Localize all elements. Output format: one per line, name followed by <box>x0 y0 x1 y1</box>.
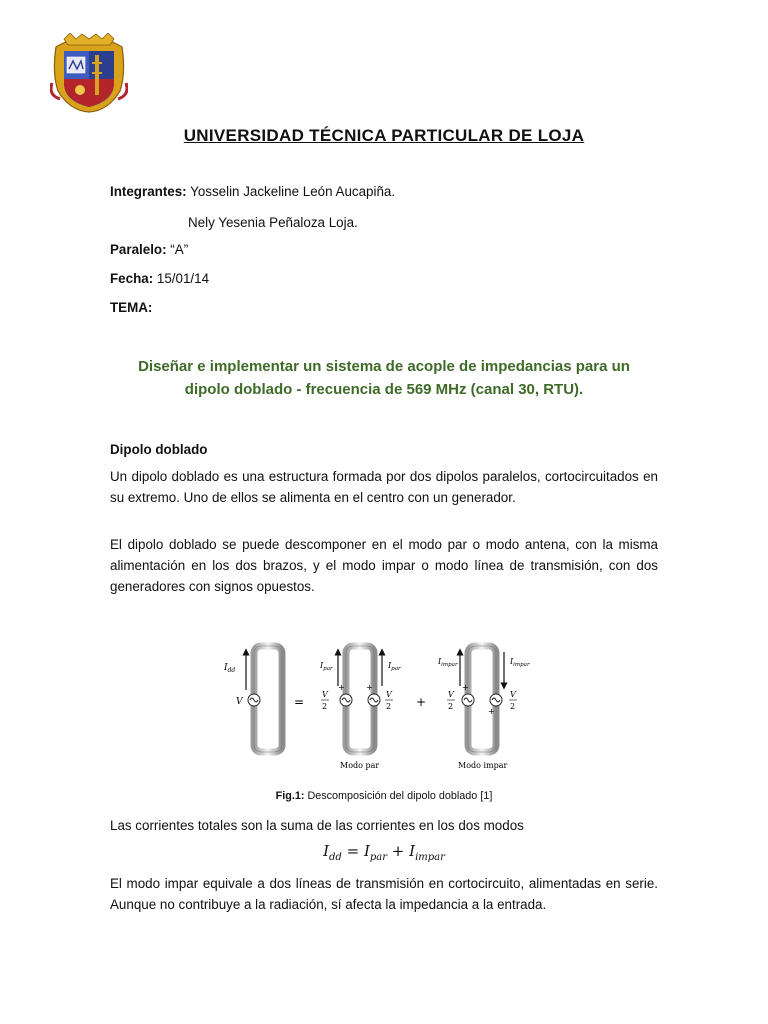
label-ipar-right: $I_{par}$ <box>388 661 401 672</box>
label-iimpar-left: $I_{impar}$ <box>438 657 458 668</box>
frac-den-par-left: 2 <box>322 702 328 711</box>
label-ipar-left: $I_{par}$ <box>320 661 333 672</box>
dipole-modo-par <box>338 646 382 752</box>
paralelo-value: “A” <box>166 242 189 257</box>
label-modo-par: Modo par <box>340 761 380 770</box>
sign-plus-impar-right: + <box>488 707 495 716</box>
section-heading: Dipolo doblado <box>110 442 208 457</box>
plus-sign: + <box>416 695 427 709</box>
sign-plus-par-left: + <box>338 683 345 692</box>
tema-label: TEMA: <box>110 300 153 315</box>
frac-den-par-right: 2 <box>386 702 392 711</box>
integrante-2: Nely Yesenia Peñaloza Loja. <box>188 215 358 230</box>
dipole-modo-impar <box>460 646 504 752</box>
fecha-value: 15/01/14 <box>153 271 210 286</box>
university-title: UNIVERSIDAD TÉCNICA PARTICULAR DE LOJA <box>183 126 585 145</box>
fecha-line <box>110 268 209 289</box>
tema-line-2: dipolo doblado - frecuencia de 569 MHz (canal 30, RTU). <box>184 381 584 398</box>
frac-num-par-left: V <box>322 690 328 699</box>
integrante-1: Yosselin Jackeline León Aucapiña. <box>186 184 396 199</box>
frac-den-impar-right: 2 <box>510 702 516 711</box>
sign-plus-par-right: + <box>366 683 373 692</box>
frac-num-par-right: V <box>386 690 392 699</box>
frac-num-impar-right: V <box>510 690 516 699</box>
frac-num-impar-left: V <box>448 690 454 699</box>
frac-den-impar-left: 2 <box>448 702 454 711</box>
figure-caption-label: Fig.1: <box>275 790 305 802</box>
label-modo-impar: Modo impar <box>458 761 508 770</box>
label-idd: $I_{dd}$ <box>224 663 236 674</box>
dipole-decomposition-figure <box>222 640 542 775</box>
label-v-total: V <box>236 697 243 707</box>
paragraph-3: El modo impar equivale a dos líneas de transmisión en cortocircuito, alimentadas en serie. Aunque no contribuye a la radiación, sí afecta la impedancia a la entrada. <box>110 876 658 912</box>
label-iimpar-right: $I_{impar}$ <box>510 657 530 668</box>
dipole-total <box>246 646 282 752</box>
integrantes-label: Integrantes: <box>110 184 187 199</box>
university-crest-logo <box>50 33 128 113</box>
paralelo-line <box>110 239 188 260</box>
integrantes-line <box>110 181 395 202</box>
paragraph-2: El dipolo doblado se puede descomponer en el modo par o modo antena, con la misma alimentación en los dos brazos, y el modo impar o modo línea de transmisión, con dos generadores con signos opuestos. <box>110 537 658 594</box>
figure-caption-text: Descomposición del dipolo doblado [1] <box>304 790 493 802</box>
sign-plus-impar-left: + <box>462 683 469 692</box>
equals-sign: = <box>294 695 305 709</box>
tema-text <box>110 355 658 401</box>
paragraph-1: Un dipolo doblado es una estructura formada por dos dipolos paralelos, cortocircuitados en su extremo. Uno de ellos se alimenta en el centro con un generador. <box>110 469 658 505</box>
tema-line-1: Diseñar e implementar un sistema de acople de impedancias para un <box>138 358 630 375</box>
fecha-label: Fecha: <box>110 271 154 286</box>
figure-caption <box>0 790 768 802</box>
current-equation: $I_{dd} = I_{par} + I_{impar}$ <box>323 842 445 863</box>
paragraph-currents: Las corrientes totales son la suma de las corrientes en los dos modos <box>110 818 524 833</box>
paralelo-label: Paralelo: <box>110 242 167 257</box>
